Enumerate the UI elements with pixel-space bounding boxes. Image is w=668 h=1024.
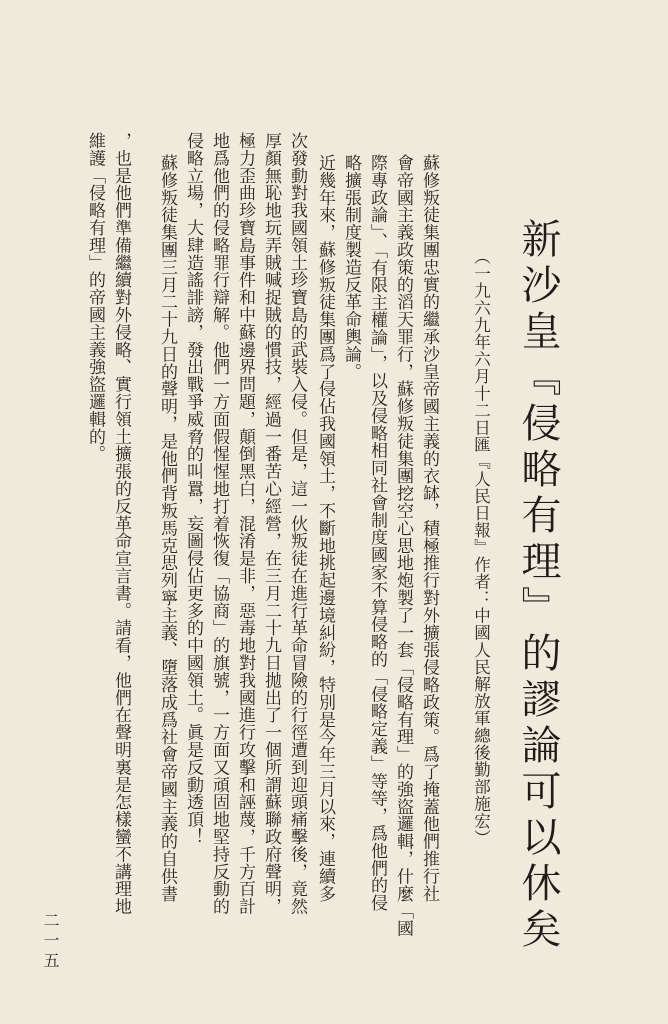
body-column: ，也是他們準備繼續對外侵略、實行領土擴張的反革命宣言書。請看，他們在聲明裏是怎樣蠻不講理地 bbox=[111, 132, 131, 915]
body-column: 會帝國主義政策的滔天罪行，蘇修叛徒集團挖空心思地炮製了一套「侵略有理」的強盜邏輯，什麼「國 bbox=[393, 154, 413, 937]
body-column: 極力歪曲珍寶島事件和中蘇邊界問題，顛倒黑白，混淆是非，惡毒地對我國進行攻擊和誣蔑，千方百計 bbox=[235, 132, 255, 915]
body-column: 蘇修叛徒集團忠實的繼承沙皇帝國主義的衣缽，積極推行對外擴張侵略政策。爲了掩蓋他們推行社 bbox=[419, 154, 439, 903]
body-column: 地爲他們的侵略罪行辯解。他們一方面假惺惺地打着恢復「協商」的旗號，一方面又頑固地堅持反動的 bbox=[209, 132, 229, 915]
body-column: 維護「侵略有理」的帝國主義強盜邏輯的。 bbox=[85, 132, 105, 463]
article-title: 新沙皇『侵略有理』的謬論可以休矣 bbox=[515, 218, 561, 954]
body-column: 近幾年來，蘇修叛徒集團爲了侵佔我國領土，不斷地挑起邊境糾紛，特別是今年三月以來，連續多 bbox=[315, 154, 335, 903]
page-number: 二一五 bbox=[41, 912, 60, 972]
byline: （一九六九年六月十二日匯『人民日報』作者：中國人民解放軍總後勤部施宏） bbox=[471, 248, 491, 847]
body-column: 次發動對我國領土珍寶島的武裝入侵。但是，這一伙叛徒在進行革命冒險的行徑遭到迎頭痛擊後，竟然 bbox=[287, 132, 307, 915]
body-column: 略擴張制度製造反革命輿論。 bbox=[341, 154, 361, 381]
body-column: 際專政論」、「有限主權論」，以及侵略相同社會制度國家不算侵略的「侵略定義」等等，爲他們的侵 bbox=[367, 154, 387, 912]
body-column: 侵略立場，大肆造謠誹謗，發出戰爭威脅的叫囂，妄圖侵佔更多的中國領土。眞是反動透頂！ bbox=[183, 132, 203, 846]
body-column: 厚顏無恥地玩弄賊喊捉賊的慣技，經過一番苦心經營，在三月二十九日拋出了一個所謂蘇聯政府聲明， bbox=[261, 132, 281, 915]
body-column: 蘇修叛徒集團三月二十九日的聲明，是他們背叛馬克思列寧主義、墮落成爲社會帝國主義的自供書 bbox=[157, 154, 177, 903]
